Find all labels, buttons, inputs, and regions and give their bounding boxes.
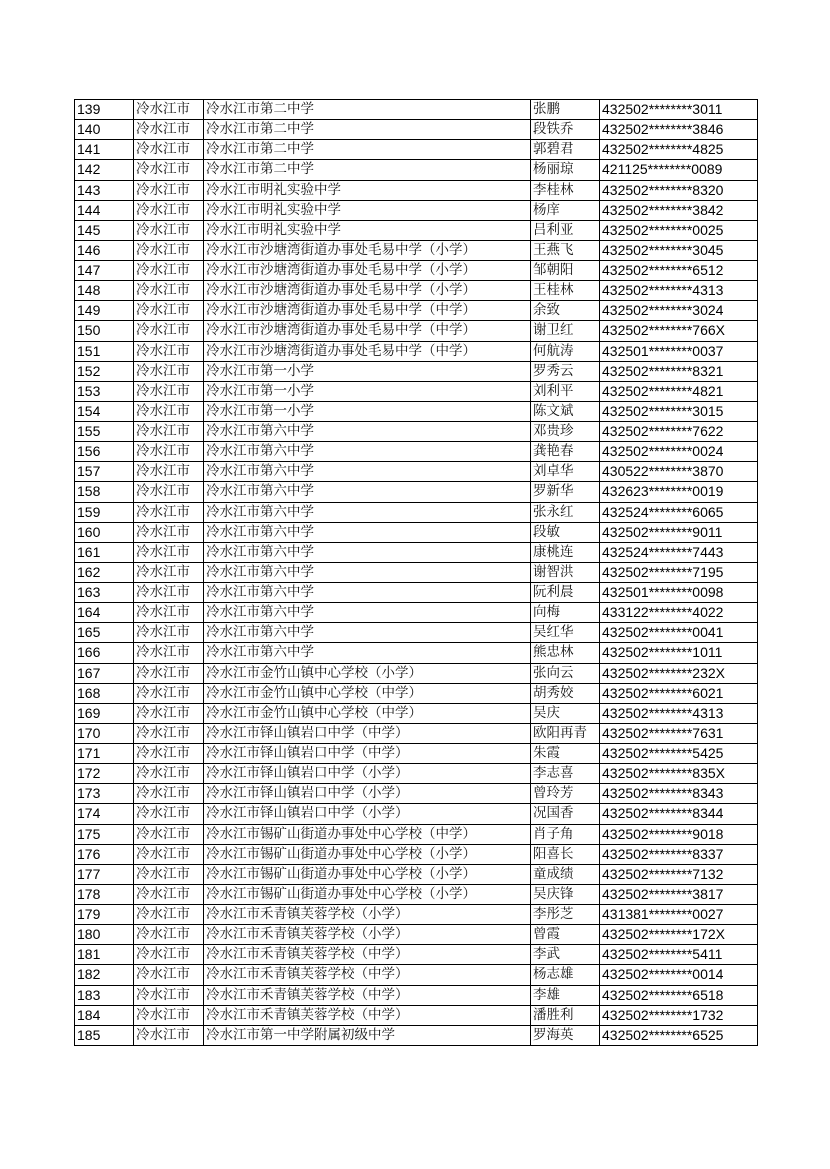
person-name-cell: 李桂林 <box>531 180 600 200</box>
school-cell: 冷水江市沙塘湾街道办事处毛易中学（小学） <box>204 281 531 301</box>
school-cell: 冷水江市铎山镇岩口中学（中学） <box>204 723 531 743</box>
row-number-cell: 169 <box>75 703 134 723</box>
table-row <box>75 723 758 743</box>
school-cell: 冷水江市第一小学 <box>204 381 531 401</box>
person-name-cell: 段敏 <box>531 522 600 542</box>
person-name-cell: 阳喜长 <box>531 844 600 864</box>
city-cell: 冷水江市 <box>134 160 204 180</box>
id-number-cell: 432502********9018 <box>600 824 758 844</box>
person-name-cell: 陈文斌 <box>531 401 600 421</box>
id-number-cell: 430522********3870 <box>600 462 758 482</box>
table-row <box>75 120 758 140</box>
row-number-cell: 148 <box>75 281 134 301</box>
school-cell: 冷水江市第六中学 <box>204 442 531 462</box>
id-number-cell: 432501********0098 <box>600 583 758 603</box>
school-cell: 冷水江市第二中学 <box>204 100 531 120</box>
table-row <box>75 482 758 502</box>
city-cell: 冷水江市 <box>134 884 204 904</box>
id-number-cell: 432502********8320 <box>600 180 758 200</box>
row-number-cell: 171 <box>75 744 134 764</box>
id-number-cell: 432502********3011 <box>600 100 758 120</box>
city-cell: 冷水江市 <box>134 281 204 301</box>
person-name-cell: 邓贵珍 <box>531 422 600 442</box>
city-cell: 冷水江市 <box>134 945 204 965</box>
table-row <box>75 220 758 240</box>
city-cell: 冷水江市 <box>134 482 204 502</box>
row-number-cell: 150 <box>75 321 134 341</box>
city-cell: 冷水江市 <box>134 905 204 925</box>
row-number-cell: 176 <box>75 844 134 864</box>
school-cell: 冷水江市铎山镇岩口中学（小学） <box>204 804 531 824</box>
person-name-cell: 罗海英 <box>531 1025 600 1045</box>
table-row <box>75 744 758 764</box>
person-name-cell: 罗新华 <box>531 482 600 502</box>
city-cell: 冷水江市 <box>134 542 204 562</box>
row-number-cell: 167 <box>75 663 134 683</box>
id-number-cell: 432501********0037 <box>600 341 758 361</box>
city-cell: 冷水江市 <box>134 723 204 743</box>
id-number-cell: 432502********7622 <box>600 422 758 442</box>
school-cell: 冷水江市第六中学 <box>204 502 531 522</box>
city-cell: 冷水江市 <box>134 361 204 381</box>
row-number-cell: 152 <box>75 361 134 381</box>
id-number-cell: 432502********5411 <box>600 945 758 965</box>
school-cell: 冷水江市第六中学 <box>204 643 531 663</box>
city-cell: 冷水江市 <box>134 180 204 200</box>
city-cell: 冷水江市 <box>134 401 204 421</box>
row-number-cell: 172 <box>75 764 134 784</box>
id-number-cell: 432502********4821 <box>600 381 758 401</box>
city-cell: 冷水江市 <box>134 301 204 321</box>
row-number-cell: 151 <box>75 341 134 361</box>
table-row <box>75 160 758 180</box>
table-row <box>75 965 758 985</box>
school-cell: 冷水江市第六中学 <box>204 583 531 603</box>
person-name-cell: 余致 <box>531 301 600 321</box>
table-row <box>75 422 758 442</box>
table-row <box>75 663 758 683</box>
table-row <box>75 381 758 401</box>
row-number-cell: 154 <box>75 401 134 421</box>
person-name-cell: 谢卫红 <box>531 321 600 341</box>
school-cell: 冷水江市第一中学附属初级中学 <box>204 1025 531 1045</box>
id-number-cell: 432502********0025 <box>600 220 758 240</box>
city-cell: 冷水江市 <box>134 502 204 522</box>
city-cell: 冷水江市 <box>134 422 204 442</box>
row-number-cell: 160 <box>75 522 134 542</box>
id-number-cell: 432502********6518 <box>600 985 758 1005</box>
row-number-cell: 139 <box>75 100 134 120</box>
table-row <box>75 442 758 462</box>
person-name-cell: 况国香 <box>531 804 600 824</box>
person-name-cell: 杨丽琼 <box>531 160 600 180</box>
school-cell: 冷水江市铎山镇岩口中学（中学） <box>204 744 531 764</box>
city-cell: 冷水江市 <box>134 764 204 784</box>
row-number-cell: 180 <box>75 925 134 945</box>
city-cell: 冷水江市 <box>134 623 204 643</box>
row-number-cell: 178 <box>75 884 134 904</box>
table-row <box>75 1025 758 1045</box>
table-row <box>75 844 758 864</box>
row-number-cell: 157 <box>75 462 134 482</box>
person-name-cell: 李志喜 <box>531 764 600 784</box>
person-name-cell: 王燕飞 <box>531 240 600 260</box>
id-number-cell: 432502********3024 <box>600 301 758 321</box>
id-number-cell: 432502********8321 <box>600 361 758 381</box>
table-row <box>75 703 758 723</box>
id-number-cell: 432502********3842 <box>600 200 758 220</box>
roster-table-body <box>75 100 758 1046</box>
table-row <box>75 261 758 281</box>
table-row <box>75 301 758 321</box>
table-row <box>75 764 758 784</box>
school-cell: 冷水江市第六中学 <box>204 542 531 562</box>
row-number-cell: 177 <box>75 864 134 884</box>
table-row <box>75 281 758 301</box>
city-cell: 冷水江市 <box>134 321 204 341</box>
city-cell: 冷水江市 <box>134 562 204 582</box>
table-row <box>75 603 758 623</box>
id-number-cell: 433122********4022 <box>600 603 758 623</box>
school-cell: 冷水江市第一小学 <box>204 361 531 381</box>
row-number-cell: 179 <box>75 905 134 925</box>
table-row <box>75 824 758 844</box>
person-name-cell: 杨志雄 <box>531 965 600 985</box>
id-number-cell: 432502********1732 <box>600 1005 758 1025</box>
row-number-cell: 162 <box>75 562 134 582</box>
person-name-cell: 李雄 <box>531 985 600 1005</box>
school-cell: 冷水江市第六中学 <box>204 462 531 482</box>
row-number-cell: 153 <box>75 381 134 401</box>
city-cell: 冷水江市 <box>134 925 204 945</box>
row-number-cell: 168 <box>75 683 134 703</box>
person-name-cell: 李彤芝 <box>531 905 600 925</box>
id-number-cell: 432502********766X <box>600 321 758 341</box>
school-cell: 冷水江市第二中学 <box>204 140 531 160</box>
table-row <box>75 683 758 703</box>
school-cell: 冷水江市第六中学 <box>204 562 531 582</box>
id-number-cell: 432502********0014 <box>600 965 758 985</box>
row-number-cell: 170 <box>75 723 134 743</box>
school-cell: 冷水江市沙塘湾街道办事处毛易中学（小学） <box>204 261 531 281</box>
id-number-cell: 432502********835X <box>600 764 758 784</box>
city-cell: 冷水江市 <box>134 1005 204 1025</box>
school-cell: 冷水江市沙塘湾街道办事处毛易中学（小学） <box>204 240 531 260</box>
person-name-cell: 吴庆 <box>531 703 600 723</box>
id-number-cell: 432524********7443 <box>600 542 758 562</box>
table-row <box>75 522 758 542</box>
table-row <box>75 401 758 421</box>
person-name-cell: 吴红华 <box>531 623 600 643</box>
id-number-cell: 432502********7631 <box>600 723 758 743</box>
person-name-cell: 段铁乔 <box>531 120 600 140</box>
row-number-cell: 147 <box>75 261 134 281</box>
table-row <box>75 462 758 482</box>
row-number-cell: 149 <box>75 301 134 321</box>
person-name-cell: 童成绩 <box>531 864 600 884</box>
table-row <box>75 804 758 824</box>
row-number-cell: 163 <box>75 583 134 603</box>
table-row <box>75 341 758 361</box>
row-number-cell: 143 <box>75 180 134 200</box>
id-number-cell: 432502********4313 <box>600 703 758 723</box>
id-number-cell: 431381********0027 <box>600 905 758 925</box>
id-number-cell: 432502********0041 <box>600 623 758 643</box>
table-row <box>75 542 758 562</box>
row-number-cell: 141 <box>75 140 134 160</box>
city-cell: 冷水江市 <box>134 261 204 281</box>
row-number-cell: 174 <box>75 804 134 824</box>
table-row <box>75 180 758 200</box>
id-number-cell: 432502********7132 <box>600 864 758 884</box>
city-cell: 冷水江市 <box>134 140 204 160</box>
school-cell: 冷水江市第六中学 <box>204 422 531 442</box>
id-number-cell: 432502********8337 <box>600 844 758 864</box>
table-row <box>75 321 758 341</box>
city-cell: 冷水江市 <box>134 100 204 120</box>
city-cell: 冷水江市 <box>134 744 204 764</box>
school-cell: 冷水江市禾青镇芙蓉学校（小学） <box>204 925 531 945</box>
row-number-cell: 146 <box>75 240 134 260</box>
city-cell: 冷水江市 <box>134 220 204 240</box>
school-cell: 冷水江市明礼实验中学 <box>204 200 531 220</box>
school-cell: 冷水江市禾青镇芙蓉学校（中学） <box>204 1005 531 1025</box>
id-number-cell: 432502********6021 <box>600 683 758 703</box>
id-number-cell: 432502********6525 <box>600 1025 758 1045</box>
id-number-cell: 432502********6512 <box>600 261 758 281</box>
person-name-cell: 罗秀云 <box>531 361 600 381</box>
person-name-cell: 龚艳春 <box>531 442 600 462</box>
person-name-cell: 李武 <box>531 945 600 965</box>
city-cell: 冷水江市 <box>134 703 204 723</box>
table-row <box>75 884 758 904</box>
row-number-cell: 185 <box>75 1025 134 1045</box>
id-number-cell: 432502********172X <box>600 925 758 945</box>
city-cell: 冷水江市 <box>134 200 204 220</box>
id-number-cell: 432502********0024 <box>600 442 758 462</box>
school-cell: 冷水江市禾青镇芙蓉学校（中学） <box>204 985 531 1005</box>
id-number-cell: 432623********0019 <box>600 482 758 502</box>
person-name-cell: 王桂林 <box>531 281 600 301</box>
table-row <box>75 643 758 663</box>
city-cell: 冷水江市 <box>134 844 204 864</box>
table-row <box>75 1005 758 1025</box>
table-row <box>75 945 758 965</box>
city-cell: 冷水江市 <box>134 864 204 884</box>
person-name-cell: 吕利亚 <box>531 220 600 240</box>
row-number-cell: 140 <box>75 120 134 140</box>
person-name-cell: 康桃连 <box>531 542 600 562</box>
id-number-cell: 432502********9011 <box>600 522 758 542</box>
school-cell: 冷水江市第六中学 <box>204 623 531 643</box>
city-cell: 冷水江市 <box>134 583 204 603</box>
id-number-cell: 432502********3817 <box>600 884 758 904</box>
table-row <box>75 240 758 260</box>
id-number-cell: 432502********4825 <box>600 140 758 160</box>
city-cell: 冷水江市 <box>134 522 204 542</box>
table-row <box>75 100 758 120</box>
person-name-cell: 熊忠林 <box>531 643 600 663</box>
row-number-cell: 165 <box>75 623 134 643</box>
school-cell: 冷水江市铎山镇岩口中学（小学） <box>204 784 531 804</box>
school-cell: 冷水江市锡矿山街道办事处中心学校（小学） <box>204 844 531 864</box>
person-name-cell: 谢智洪 <box>531 562 600 582</box>
row-number-cell: 166 <box>75 643 134 663</box>
id-number-cell: 432502********8343 <box>600 784 758 804</box>
school-cell: 冷水江市明礼实验中学 <box>204 220 531 240</box>
school-cell: 冷水江市锡矿山街道办事处中心学校（小学） <box>204 864 531 884</box>
id-number-cell: 432502********3015 <box>600 401 758 421</box>
person-name-cell: 阮利晨 <box>531 583 600 603</box>
city-cell: 冷水江市 <box>134 442 204 462</box>
person-name-cell: 潘胜利 <box>531 1005 600 1025</box>
row-number-cell: 156 <box>75 442 134 462</box>
table-row <box>75 925 758 945</box>
table-row <box>75 864 758 884</box>
school-cell: 冷水江市禾青镇芙蓉学校（中学） <box>204 945 531 965</box>
city-cell: 冷水江市 <box>134 683 204 703</box>
row-number-cell: 155 <box>75 422 134 442</box>
person-name-cell: 曾玲芳 <box>531 784 600 804</box>
row-number-cell: 144 <box>75 200 134 220</box>
table-row <box>75 502 758 522</box>
person-name-cell: 何航涛 <box>531 341 600 361</box>
row-number-cell: 158 <box>75 482 134 502</box>
city-cell: 冷水江市 <box>134 341 204 361</box>
id-number-cell: 421125********0089 <box>600 160 758 180</box>
city-cell: 冷水江市 <box>134 381 204 401</box>
city-cell: 冷水江市 <box>134 824 204 844</box>
row-number-cell: 175 <box>75 824 134 844</box>
school-cell: 冷水江市第六中学 <box>204 522 531 542</box>
person-name-cell: 刘利平 <box>531 381 600 401</box>
school-cell: 冷水江市锡矿山街道办事处中心学校（小学） <box>204 884 531 904</box>
school-cell: 冷水江市金竹山镇中心学校（中学） <box>204 703 531 723</box>
table-row <box>75 583 758 603</box>
school-cell: 冷水江市禾青镇芙蓉学校（小学） <box>204 905 531 925</box>
city-cell: 冷水江市 <box>134 804 204 824</box>
person-name-cell: 邹朝阳 <box>531 261 600 281</box>
table-row <box>75 140 758 160</box>
person-name-cell: 杨庠 <box>531 200 600 220</box>
id-number-cell: 432502********4313 <box>600 281 758 301</box>
school-cell: 冷水江市锡矿山街道办事处中心学校（中学） <box>204 824 531 844</box>
person-name-cell: 吴庆锋 <box>531 884 600 904</box>
table-row <box>75 623 758 643</box>
school-cell: 冷水江市沙塘湾街道办事处毛易中学（中学） <box>204 321 531 341</box>
id-number-cell: 432502********7195 <box>600 562 758 582</box>
row-number-cell: 183 <box>75 985 134 1005</box>
person-name-cell: 胡秀姣 <box>531 683 600 703</box>
roster-table <box>74 99 758 1046</box>
person-name-cell: 肖子角 <box>531 824 600 844</box>
city-cell: 冷水江市 <box>134 120 204 140</box>
school-cell: 冷水江市金竹山镇中心学校（小学） <box>204 663 531 683</box>
school-cell: 冷水江市铎山镇岩口中学（小学） <box>204 764 531 784</box>
person-name-cell: 朱霞 <box>531 744 600 764</box>
city-cell: 冷水江市 <box>134 784 204 804</box>
school-cell: 冷水江市第二中学 <box>204 120 531 140</box>
id-number-cell: 432502********5425 <box>600 744 758 764</box>
school-cell: 冷水江市明礼实验中学 <box>204 180 531 200</box>
row-number-cell: 173 <box>75 784 134 804</box>
id-number-cell: 432502********3045 <box>600 240 758 260</box>
city-cell: 冷水江市 <box>134 663 204 683</box>
id-number-cell: 432502********8344 <box>600 804 758 824</box>
city-cell: 冷水江市 <box>134 462 204 482</box>
table-row <box>75 562 758 582</box>
school-cell: 冷水江市第二中学 <box>204 160 531 180</box>
person-name-cell: 张向云 <box>531 663 600 683</box>
id-number-cell: 432502********1011 <box>600 643 758 663</box>
school-cell: 冷水江市第一小学 <box>204 401 531 421</box>
person-name-cell: 刘卓华 <box>531 462 600 482</box>
city-cell: 冷水江市 <box>134 603 204 623</box>
school-cell: 冷水江市金竹山镇中心学校（中学） <box>204 683 531 703</box>
city-cell: 冷水江市 <box>134 1025 204 1045</box>
city-cell: 冷水江市 <box>134 985 204 1005</box>
person-name-cell: 欧阳再青 <box>531 723 600 743</box>
row-number-cell: 145 <box>75 220 134 240</box>
school-cell: 冷水江市沙塘湾街道办事处毛易中学（中学） <box>204 301 531 321</box>
row-number-cell: 164 <box>75 603 134 623</box>
table-row <box>75 905 758 925</box>
row-number-cell: 182 <box>75 965 134 985</box>
person-name-cell: 张永红 <box>531 502 600 522</box>
id-number-cell: 432502********232X <box>600 663 758 683</box>
table-row <box>75 361 758 381</box>
row-number-cell: 161 <box>75 542 134 562</box>
row-number-cell: 181 <box>75 945 134 965</box>
person-name-cell: 张鹏 <box>531 100 600 120</box>
school-cell: 冷水江市禾青镇芙蓉学校（中学） <box>204 965 531 985</box>
school-cell: 冷水江市第六中学 <box>204 482 531 502</box>
city-cell: 冷水江市 <box>134 965 204 985</box>
school-cell: 冷水江市第六中学 <box>204 603 531 623</box>
person-name-cell: 郭碧君 <box>531 140 600 160</box>
city-cell: 冷水江市 <box>134 643 204 663</box>
person-name-cell: 向梅 <box>531 603 600 623</box>
table-row <box>75 200 758 220</box>
row-number-cell: 184 <box>75 1005 134 1025</box>
id-number-cell: 432502********3846 <box>600 120 758 140</box>
person-name-cell: 曾霞 <box>531 925 600 945</box>
id-number-cell: 432524********6065 <box>600 502 758 522</box>
row-number-cell: 159 <box>75 502 134 522</box>
school-cell: 冷水江市沙塘湾街道办事处毛易中学（中学） <box>204 341 531 361</box>
table-row <box>75 784 758 804</box>
city-cell: 冷水江市 <box>134 240 204 260</box>
table-row <box>75 985 758 1005</box>
row-number-cell: 142 <box>75 160 134 180</box>
